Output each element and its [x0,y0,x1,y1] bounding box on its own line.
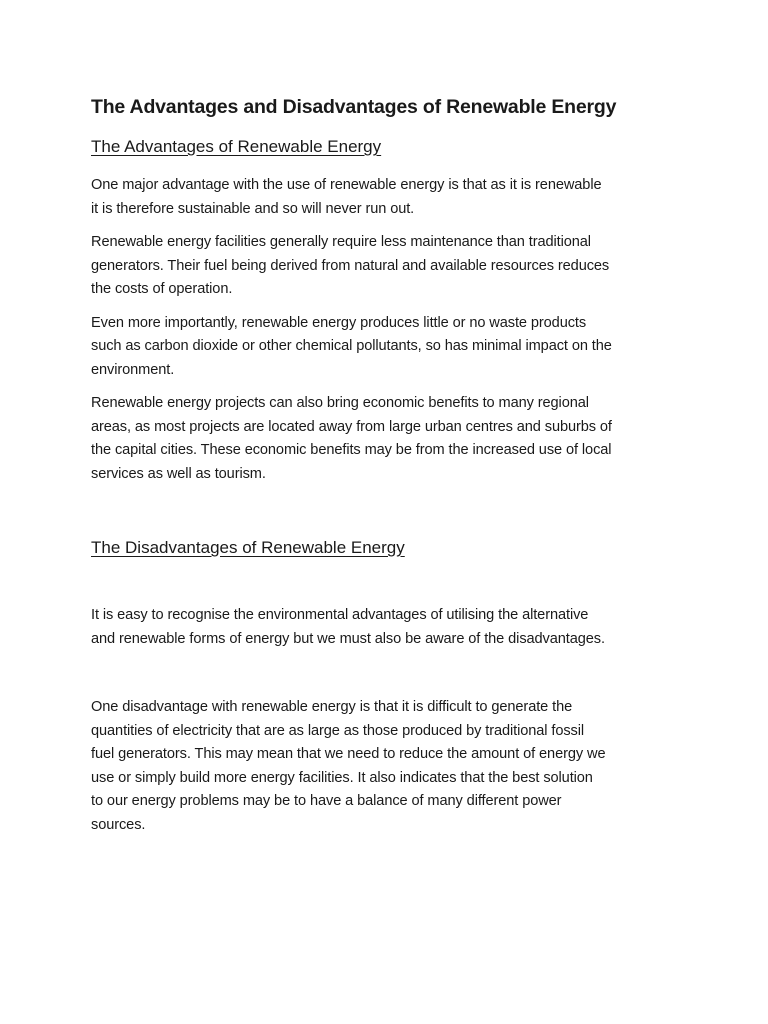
paragraph [91,231,691,302]
paragraph [91,392,691,486]
section-heading-advantages: The Advantages of Renewable Energy [91,137,382,156]
paragraph-line: the capital cities. These economic benefits may be from the increased use of local [91,442,612,458]
paragraph-line: sources. [91,816,146,833]
paragraph-line: Even more importantly, renewable energy produces little or no waste products [91,314,587,331]
paragraph-line: environment. [91,361,175,378]
paragraph-line: and renewable forms of energy but we must also be aware of the disadvantages. [91,630,605,647]
paragraph-line: Renewable energy facilities generally require less maintenance than traditional [91,234,591,250]
paragraph-line: Renewable energy projects can also bring economic benefits to many regional [91,395,589,411]
paragraph-line: areas, as most projects are located away from large urban centres and suburbs of [91,418,612,435]
paragraph-line: to our energy problems may be to have a balance of many different power [91,793,562,809]
paragraph-line: fuel generators. This may mean that we need to reduce the amount of energy we [91,746,606,762]
paragraph-line: use or simply build more energy facilities. It also indicates that the best solution [91,769,593,786]
document-page [91,94,691,837]
paragraph [91,174,691,221]
paragraph [91,604,691,651]
paragraph-line: One major advantage with the use of renewable energy is that as it is renewable [91,177,602,193]
paragraph [91,312,691,383]
paragraph-line: generators. Their fuel being derived from natural and available resources reduces [91,257,610,274]
paragraph-line: it is therefore sustainable and so will never run out. [91,200,415,217]
paragraph-line: It is easy to recognise the environmental advantages of utilising the alternative [91,607,589,623]
section-heading-disadvantages: The Disadvantages of Renewable Energy [91,538,405,557]
paragraph-line: quantities of electricity that are as large as those produced by traditional fossil [91,722,585,739]
paragraph-line: the costs of operation. [91,281,233,297]
paragraph-line: services as well as tourism. [91,465,266,482]
document-title: The Advantages and Disadvantages of Renewable Energy [91,96,617,118]
paragraph-line: such as carbon dioxide or other chemical pollutants, so has minimal impact on the [91,338,612,354]
paragraph-line: One disadvantage with renewable energy is that it is difficult to generate the [91,699,573,715]
paragraph [91,696,691,837]
